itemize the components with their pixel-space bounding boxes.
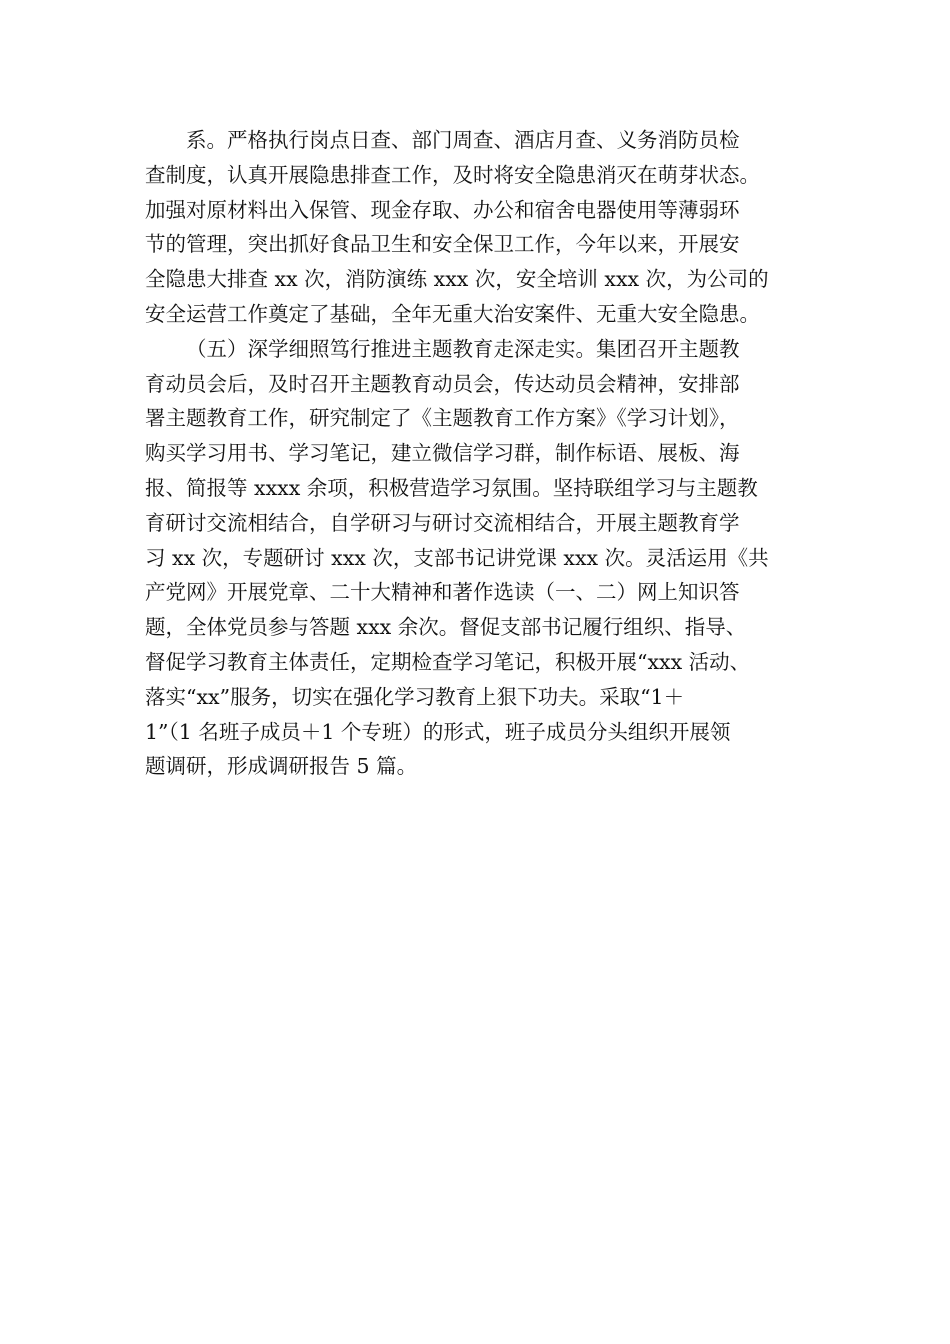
text-line: 育研讨交流相结合，自学研习与研讨交流相结合，开展主题教育学: [145, 510, 740, 535]
text-line: 节的管理，突出抓好食品卫生和安全保卫工作，今年以来，开展安: [145, 232, 740, 257]
text-line: 全隐患大排查 xx 次，消防演练 xxx 次，安全培训 xxx 次，为公司的: [145, 267, 769, 292]
text-line: 加强对原材料出入保管、现金存取、办公和宿舍电器使用等薄弱环: [145, 197, 740, 222]
text-line: 落实“xx”服务，切实在强化学习教育上狠下功夫。采取“1＋: [145, 684, 685, 709]
text-line: 产党网》开展党章、二十大精神和著作选读（一、二）网上知识答: [145, 580, 740, 605]
text-line: 育动员会后，及时召开主题教育动员会，传达动员会精神，安排部: [145, 371, 740, 396]
text-line: 报、简报等 xxxx 余项，积极营造学习氛围。坚持联组学习与主题教: [145, 475, 758, 500]
text-line: 查制度，认真开展隐患排查工作，及时将安全隐患消灭在萌芽状态。: [145, 162, 760, 187]
text-line: 安全运营工作奠定了基础，全年无重大治安案件、无重大安全隐患。: [145, 301, 760, 326]
paragraph-safety: [145, 123, 810, 332]
text-line: 1”（1 名班子成员＋1 个专班）的形式，班子成员分头组织开展领: [145, 719, 731, 744]
text-line: 习 xx 次，专题研讨 xxx 次，支部书记讲党课 xxx 次。灵活运用《共: [145, 545, 769, 570]
body-text: [145, 123, 810, 784]
text-line: 署主题教育工作，研究制定了《主题教育工作方案》《学习计划》，: [145, 406, 740, 431]
text-line: 系。严格执行岗点日查、部门周查、酒店月查、义务消防员检: [186, 128, 740, 152]
text-line: 督促学习教育主体责任，定期检查学习笔记，积极开展“xxx 活动、: [145, 649, 751, 674]
text-line: 题调研，形成调研报告 5 篇。: [145, 754, 418, 779]
text-line: 题，全体党员参与答题 xxx 余次。督促支部书记履行组织、指导、: [145, 615, 747, 640]
text-line: （五）深学细照笃行推进主题教育走深走实。集团召开主题教: [186, 336, 740, 361]
text-line: 购买学习用书、学习笔记，建立微信学习群，制作标语、展板、海: [145, 441, 740, 466]
paragraph-theme-education: [145, 332, 810, 784]
